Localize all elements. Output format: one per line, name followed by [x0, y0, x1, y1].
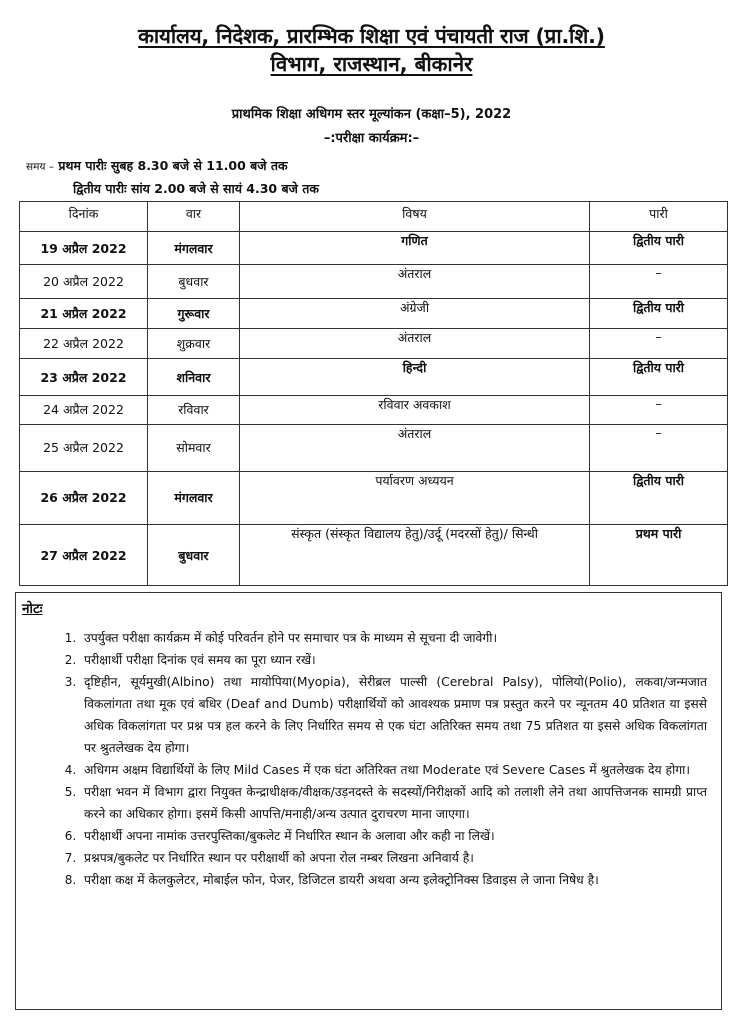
header-date: दिनांक [20, 202, 148, 232]
row-date: 23 अप्रैल 2022 [20, 359, 148, 395]
header-shift: पारी [590, 202, 728, 232]
row-day: शनिवार [148, 359, 240, 395]
header-day: वार [148, 202, 240, 232]
row-shift: – [590, 265, 728, 298]
note-item: 1. उपर्युक्त परीक्षा कार्यक्रम में कोई परिवर्तन होने पर समाचार पत्र के माध्यम से सूचना दी जावेगी। [80, 627, 707, 649]
row-date: 22 अप्रैल 2022 [20, 329, 148, 359]
notes-box [15, 592, 722, 1010]
row-day: सोमवार [148, 425, 240, 472]
row-date: 21 अप्रैल 2022 [20, 298, 148, 328]
row-shift: द्वितीय पारी [590, 298, 728, 328]
table-row [20, 265, 728, 298]
timing-first-shift [26, 157, 288, 174]
row-day: मंगलवार [148, 471, 240, 525]
row-shift: – [590, 395, 728, 424]
row-shift: – [590, 329, 728, 359]
table-row [20, 298, 728, 328]
row-subject: रविवार अवकाश [240, 395, 590, 424]
row-shift: – [590, 425, 728, 472]
office-title-text-2: विभाग, राजस्थान, बीकानेर [270, 52, 473, 76]
exam-subtitle: –:परीक्षा कार्यक्रम:– [323, 131, 420, 146]
table-row [20, 395, 728, 424]
note-item: 8. परीक्षा कक्ष में केलकुलेटर, मोबाईल फोन, पेजर, डिजिटल डायरी अथवा अन्य इलेक्ट्रोनिक्स डिवाइस ले जाना निषेध है। [80, 869, 707, 891]
row-date: 19 अप्रैल 2022 [20, 232, 148, 265]
row-subject: हिन्दी [240, 359, 590, 395]
table-header-row [20, 202, 728, 232]
row-shift: द्वितीय पारी [590, 359, 728, 395]
table-row [20, 525, 728, 586]
row-subject: अंतराल [240, 265, 590, 298]
row-date: 25 अप्रैल 2022 [20, 425, 148, 472]
row-shift: द्वितीय पारी [590, 471, 728, 525]
office-title-text-1: कार्यालय, निदेशक, प्रारम्भिक शिक्षा एवं पंचायती राज (प्रा.शि.) [138, 24, 605, 48]
note-item: 4. अधिगम अक्षम विद्यार्थियों के लिए Mild Cases में एक घंटा अतिरिक्त तथा Moderate एवं Severe Cases में श्रुतलेखक देय होगा। [80, 759, 707, 781]
row-day: शुक्रवार [148, 329, 240, 359]
row-subject: अंतराल [240, 329, 590, 359]
note-item: 6. परीक्षार्थी अपना नामांक उत्तरपुस्तिका/बुकलेट में निर्धारित स्थान के अलावा और कही ना लिखें। [80, 825, 707, 847]
row-subject: अंग्रेजी [240, 298, 590, 328]
row-day: रविवार [148, 395, 240, 424]
row-day: बुधवार [148, 265, 240, 298]
timing-label: समय – [26, 161, 55, 173]
timing-second-shift: द्वितीय पारीः सांय 2.00 बजे से सायं 4.30 बजे तक [73, 181, 319, 196]
row-shift: प्रथम पारी [590, 525, 728, 586]
notes-list [16, 627, 721, 891]
table-row [20, 329, 728, 359]
table-row [20, 425, 728, 472]
note-item: 7. प्रश्नपत्र/बुकलेट पर निर्धारित स्थान पर परीक्षार्थी को अपना रोल नम्बर लिखना अनिवार्य है। [80, 847, 707, 869]
row-date: 27 अप्रैल 2022 [20, 525, 148, 586]
office-title-line2 [0, 50, 743, 78]
row-day: गुरूवार [148, 298, 240, 328]
row-date: 26 अप्रैल 2022 [20, 471, 148, 525]
table-row [20, 359, 728, 395]
row-subject: अंतराल [240, 425, 590, 472]
row-date: 20 अप्रैल 2022 [20, 265, 148, 298]
table-row [20, 471, 728, 525]
row-subject: संस्कृत (संस्कृत विद्यालय हेतु)/उर्दू (मदरसों हेतु)/ सिन्धी [240, 525, 590, 586]
exam-schedule-table [19, 201, 728, 586]
row-subject: गणित [240, 232, 590, 265]
office-title-line1 [0, 22, 743, 50]
exam-title: प्राथमिक शिक्षा अधिगम स्तर मूल्यांकन (कक्षा–5), 2022 [231, 107, 512, 122]
row-date: 24 अप्रैल 2022 [20, 395, 148, 424]
row-shift: द्वितीय पारी [590, 232, 728, 265]
notes-title: नोटः [22, 601, 43, 617]
note-item: 2. परीक्षार्थी परीक्षा दिनांक एवं समय का पूरा ध्यान रखें। [80, 649, 707, 671]
row-day: बुधवार [148, 525, 240, 586]
timing-first-text: प्रथम पारीः सुबह 8.30 बजे से 11.00 बजे तक [58, 158, 288, 173]
header-subject: विषय [240, 202, 590, 232]
row-day: मंगलवार [148, 232, 240, 265]
note-item: 5. परीक्षा भवन में विभाग द्वारा नियुक्त केन्द्राधीक्षक/वीक्षक/उड़नदस्ते के सदस्यों/निरीक्षकों आदि को तलाशी लेने तथा आपत्तिजनक सामग्री प्राप्त करने का अधिकार होगा। इसमें किसी आपत्ति/मनाही/अन्य उत्पात दुराचरण माना जाएगा। [80, 781, 707, 825]
row-subject: पर्यावरण अध्ययन [240, 471, 590, 525]
note-item: 3. दृष्टिहीन, सूर्यमुखी(Albino) तथा मायोपिया(Myopia), सेरीब्रल पाल्सी (Cerebral Palsy), पोलियो(Polio), लकवा/जन्मजात विकलांगता तथा मूक एवं बधिर (Deaf and Dumb) परीक्षार्थियों को आवश्यक प्रमाण पत्र प्रस्तुत करने पर न्यूनतम 40 प्रतिशत या इससे अधिक विकलांगता पर प्रश्न पत्र हल करने के लिए निर्धारित समय से एक घंटा अतिरिक्त समय तथा 75 प्रतिशत या इससे अधिक विकलांगता पर श्रुतलेखक देय होगा। [80, 671, 707, 759]
table-row [20, 232, 728, 265]
